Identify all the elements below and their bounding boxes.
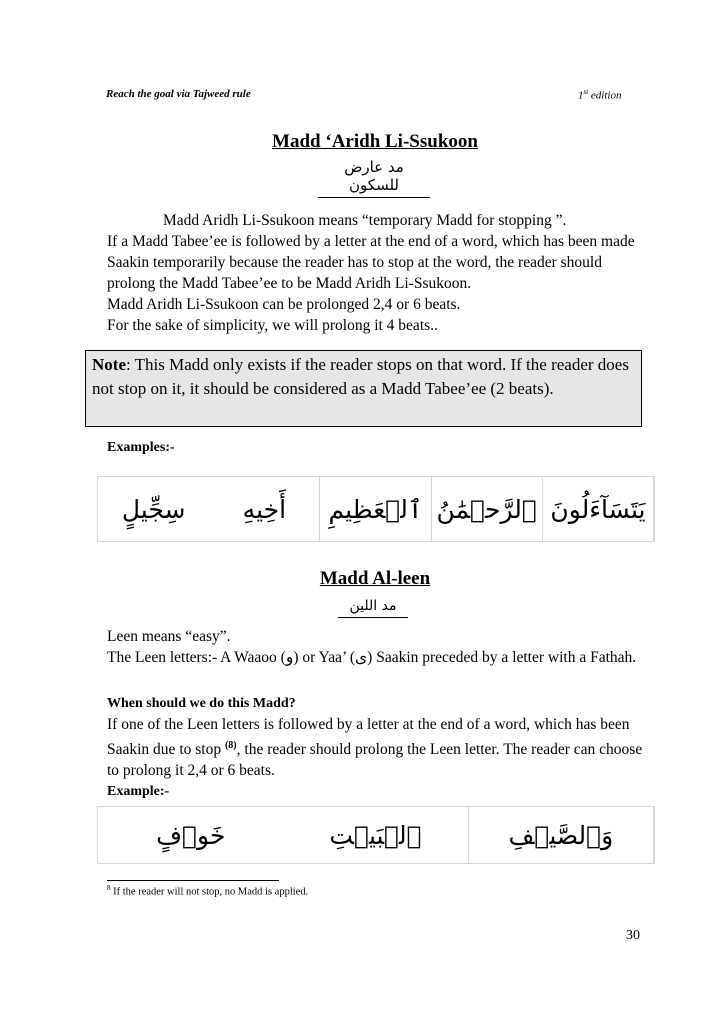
footnote-ref[interactable]: (8) xyxy=(224,740,237,751)
example-word: ٱلرَّحۡمَٰنُ xyxy=(432,477,543,541)
footnote: $^8$ If the reader will not stop, no Madd is applied. xyxy=(107,884,309,898)
note-box: Note: This Madd only exists if the reader stops on that word. If the reader does not stop on it, it should be considered as a Madd Tabee’ee (2 beats). xyxy=(85,350,642,427)
leen-when-section: When should we do this Madd? If one of the Leen letters is followed by a letter at the end of a word, which has been Saakin due to stop $^{(8)}$, the reader should prolong the Leen letter. The reader can choose to prolong it 2,4 or 6 beats. xyxy=(107,693,647,781)
examples-label: Examples:- xyxy=(107,440,175,455)
examples-table xyxy=(97,476,655,542)
example-word: وَٱلصَّيۡفِ xyxy=(469,807,654,863)
example-word: سِجِّيلٍ xyxy=(121,494,186,524)
section-title-madd-aridh: Madd ‘Aridh Li-Ssukoon xyxy=(272,131,478,152)
leen-definition: Leen means “easy”. The Leen letters:- A Waaoo (و) or Yaa’ (ى) Saakin preceded by a letter with a Fathah. xyxy=(107,628,637,666)
running-header-title: Reach the goal via Tajweed rule xyxy=(106,88,251,100)
running-header-edition: 1st edition xyxy=(578,88,622,102)
example-word: ٱلۡعَظِيمِ xyxy=(320,477,431,541)
arabic-title-madd-aridh: مد عارض للسكون xyxy=(318,158,430,198)
example-word: ٱلۡبَيۡتِ xyxy=(283,807,468,863)
madd-aridh-definition: Madd Aridh Li-Ssukoon means “temporary Madd for stopping ”. If a Madd Tabee’ee is followed by a letter at the end of a word, which has been made Saakin temporarily because the reader has to stop at the word, the reader should prolong the Madd Tabee’ee to be Madd Aridh Li-Ssukoon. Madd Aridh Li-Ssukoon can be prolonged 2,4 or 6 beats. xyxy=(107,212,635,313)
leen-examples-table xyxy=(97,806,655,864)
example-label: Example:- xyxy=(107,784,170,799)
page-number: 30 xyxy=(626,928,640,943)
example-word: يَتَسَآءَلُونَ xyxy=(543,477,654,541)
arabic-title-madd-leen: مد اللين xyxy=(338,598,408,618)
example-word: خَوۡفٍ xyxy=(156,820,226,850)
section-title-madd-leen: Madd Al-leen xyxy=(319,568,431,589)
footnote-separator xyxy=(107,880,279,881)
simplicity-note: For the sake of simplicity, we will prolong it 4 beats.. xyxy=(107,317,438,334)
example-word: أَخِيهِ xyxy=(209,477,320,541)
question-heading: When should we do this Madd? xyxy=(107,696,296,711)
